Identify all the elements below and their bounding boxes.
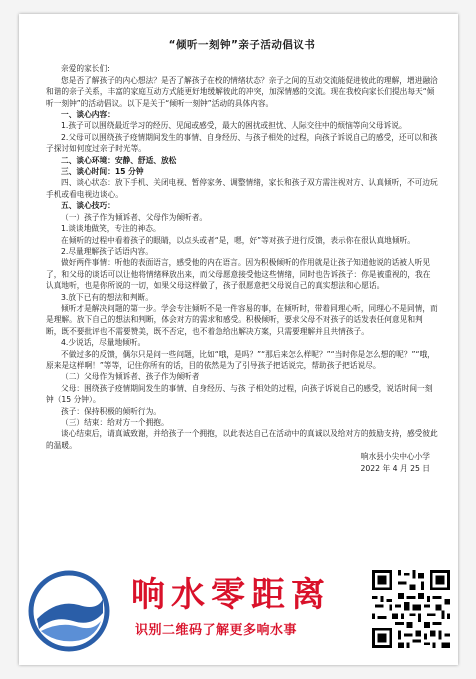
section-heading: 二、谈心环境：安静、舒适、放松 — [61, 155, 177, 165]
paragraph: 做好两件事情：听他的表面语言，感受他的内在语言。因为积极倾听的作用就是让孩子知道他说的话被人听见了，和父母的谈话可以让他将情绪释放出来，而父母愿意接受他这些情绪，同时也告诉孩子：你是被重视的，我在认真地听，也是你所说的一切，如果父母这样做了，孩子很愿意把父母说自己的真实想法和心愿话。 — [46, 258, 431, 291]
qr-code-icon[interactable] — [369, 567, 453, 651]
brand-logo-icon — [27, 569, 111, 653]
document-body — [46, 40, 438, 474]
intro-paragraph: 您是否了解孩子的内心想法？是否了解孩子在校的情绪状态？亲子之间的互动交流能促进彼此的理解，增进融洽和谐的亲子关系，丰富的家庭互动方式能更好地缓解彼此的冲突，加深情感的交流。现在我校向家长们提出每天“倾听一刻钟”的活动倡议。以下是关于“倾听一刻钟”活动的具体内容。 — [46, 75, 438, 108]
paragraph: 2.父母可以围绕孩子疫情期间发生的事情、自身经历、与孩子相处的过程，向孩子诉说自己的感受，还可以和孩子探讨如何度过亲子时光等。 — [46, 132, 438, 154]
page-title: “倾听一刻钟”亲子活动倡议书 — [168, 39, 316, 51]
list-item: 2.尽量理解孩子话语内容。 — [61, 246, 153, 256]
paragraph: 在倾听的过程中看着孩子的眼睛，以点头或者“是，嗯，好”等对孩子进行反馈，表示你在很认真地倾听。 — [61, 235, 415, 245]
paragraph: 1.孩子可以围绕最近学习的经历、见闻或感受，最大的困扰或担忧、人际交往中的烦恼等向父母诉说。 — [61, 121, 407, 131]
greeting: 亲爱的家长们: — [61, 64, 110, 74]
paragraph: 孩子：保持积极的倾听行为。 — [61, 406, 161, 416]
subsection-heading: （二）父母作为倾诉者、孩子作为倾听者 — [61, 372, 200, 382]
subsection-heading: （三）结束：给对方一个拥抱。 — [61, 418, 169, 427]
brand-name: 响水零距离 — [131, 575, 331, 615]
paragraph: 不做过多的反馈，偶尔只是问一些问题，比如“哦，是吗？”“那后来怎么样呢？”“当时你是怎么想的呢？”“哦，原来是这样啊！”等等，记住你所有的话，目的依然是为了引导孩子把话说完，帮助孩子把话说尽。 — [46, 349, 435, 370]
section-heading: 一、谈心内容： — [61, 110, 115, 120]
list-item: 3.放下已有的想法和判断。 — [61, 292, 153, 302]
subsection-heading: （一）孩子作为倾诉者、父母作为倾听者。 — [61, 212, 208, 222]
paragraph: 四、谈心状态：放下手机、关闭电视、暂停家务、调整情绪，家长和孩子双方需注视对方、认真倾听，不可边玩手机或看电视边谈心。 — [46, 178, 438, 199]
paragraph: 谈心结束后，请真诚致谢，并给孩子一个拥抱，以此表达自己在活动中的真诚以及给对方的鼓励支持，感受彼此的温暖。 — [46, 429, 438, 450]
list-item: 1.谈谈地做笑，专注的神态。 — [61, 224, 161, 234]
footer-banner — [19, 561, 458, 665]
signature-school: 响水县小尖中心小学 — [360, 452, 430, 462]
section-heading: 五、谈心技巧： — [61, 201, 115, 211]
section-heading: 三、谈心时间：15 分钟 — [61, 167, 144, 177]
list-item: 4.少说话，尽量地倾听。 — [61, 338, 146, 348]
paragraph: 父母：围绕孩子疫情期间发生的事情、自身经历、与孩 子相处的过程，向孩子诉说自己的感受，说话时间一刻钟（15 分钟）。 — [46, 383, 433, 405]
paragraph: 倾听才是解决问题的第一步。学会专注倾听不是一件容易的事，在倾听时，带着同理心听，同理心不是同情，而是理解。放下自己的想法和判断，体会对方的需求和感受。积极倾听，要求父母不对孩子的话发表任何意见和判断，既不要批评也不需要赞美，既不否定，也不着急给出解决方案，只需要理解并且共情孩子。 — [46, 303, 438, 336]
signature-date: 2022 年 4 月 25 日 — [360, 463, 430, 473]
document-page — [19, 14, 458, 665]
brand-slogan: 识别二维码了解更多响水事 — [135, 623, 298, 638]
